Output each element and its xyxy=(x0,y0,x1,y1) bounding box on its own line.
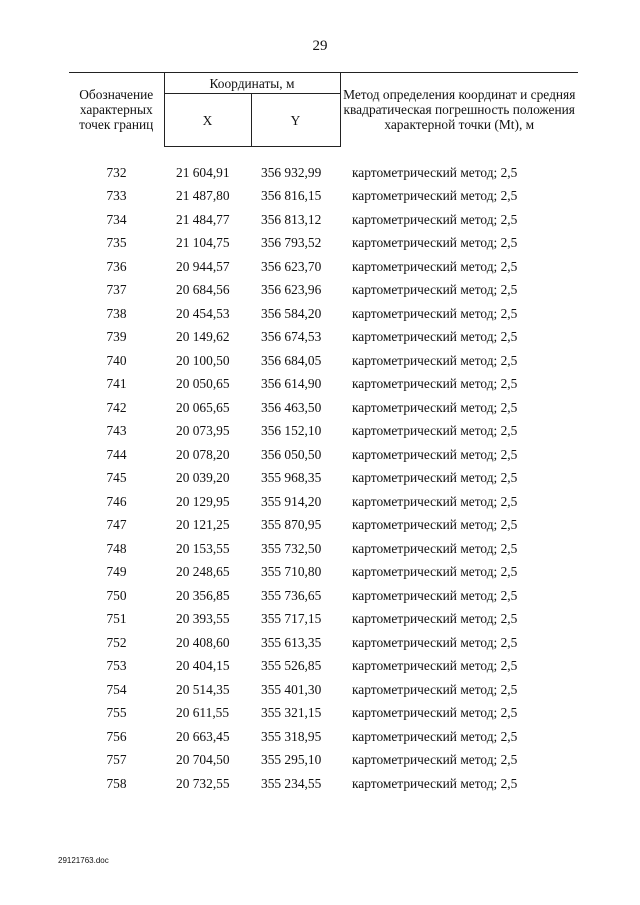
table-row xyxy=(69,749,578,773)
coord-x: 21 604,91 xyxy=(176,164,230,180)
table-row xyxy=(69,373,578,397)
point-number: 734 xyxy=(106,211,127,227)
point-number: 745 xyxy=(106,470,127,486)
point-number: 741 xyxy=(106,376,127,392)
method-accuracy: картометрический метод; 2,5 xyxy=(352,258,518,274)
coord-x: 20 153,55 xyxy=(176,540,230,556)
point-number: 735 xyxy=(106,235,127,251)
coord-y: 356 813,12 xyxy=(261,211,322,227)
coord-y: 355 526,85 xyxy=(261,658,322,674)
table-row xyxy=(69,537,578,561)
table-row xyxy=(69,443,578,467)
point-number: 737 xyxy=(106,282,127,298)
method-accuracy: картометрический метод; 2,5 xyxy=(352,282,518,298)
coord-x: 20 149,62 xyxy=(176,329,230,345)
method-accuracy: картометрический метод; 2,5 xyxy=(352,658,518,674)
header-designation: Обозначение характерных точек границ xyxy=(69,73,164,147)
point-number: 739 xyxy=(106,329,127,345)
point-number: 744 xyxy=(106,446,127,462)
table-row xyxy=(69,608,578,632)
table-row xyxy=(69,255,578,279)
method-accuracy: картометрический метод; 2,5 xyxy=(352,634,518,650)
coord-x: 20 129,95 xyxy=(176,493,230,509)
point-number: 754 xyxy=(106,681,127,697)
coord-x: 21 104,75 xyxy=(176,235,230,251)
table-row xyxy=(69,467,578,491)
point-number: 758 xyxy=(106,775,127,791)
method-accuracy: картометрический метод; 2,5 xyxy=(352,211,518,227)
coord-x: 20 073,95 xyxy=(176,423,230,439)
coord-y: 356 050,50 xyxy=(261,446,322,462)
coord-y: 355 736,65 xyxy=(261,587,322,603)
coord-y: 355 295,10 xyxy=(261,752,322,768)
coord-y: 356 674,53 xyxy=(261,329,322,345)
point-number: 747 xyxy=(106,517,127,533)
coord-x: 20 356,85 xyxy=(176,587,230,603)
table-row xyxy=(69,420,578,444)
method-accuracy: картометрический метод; 2,5 xyxy=(352,611,518,627)
coord-x: 20 944,57 xyxy=(176,258,230,274)
table-row xyxy=(69,561,578,585)
table-row xyxy=(69,396,578,420)
method-accuracy: картометрический метод; 2,5 xyxy=(352,517,518,533)
header-y: Y xyxy=(251,94,340,147)
coord-y: 356 614,90 xyxy=(261,376,322,392)
point-number: 751 xyxy=(106,611,127,627)
method-accuracy: картометрический метод; 2,5 xyxy=(352,493,518,509)
coord-y: 356 463,50 xyxy=(261,399,322,415)
point-number: 757 xyxy=(106,752,127,768)
method-accuracy: картометрический метод; 2,5 xyxy=(352,305,518,321)
coord-y: 355 870,95 xyxy=(261,517,322,533)
method-accuracy: картометрический метод; 2,5 xyxy=(352,329,518,345)
coord-y: 355 401,30 xyxy=(261,681,322,697)
point-number: 736 xyxy=(106,258,127,274)
table-row xyxy=(69,678,578,702)
coord-x: 20 050,65 xyxy=(176,376,230,392)
method-accuracy: картометрический метод; 2,5 xyxy=(352,752,518,768)
table-body xyxy=(69,147,578,796)
table-row xyxy=(69,631,578,655)
coord-x: 20 454,53 xyxy=(176,305,230,321)
coord-x: 20 065,65 xyxy=(176,399,230,415)
table-row xyxy=(69,279,578,303)
point-number: 748 xyxy=(106,540,127,556)
table-row xyxy=(69,702,578,726)
method-accuracy: картометрический метод; 2,5 xyxy=(352,540,518,556)
coord-x: 20 663,45 xyxy=(176,728,230,744)
point-number: 756 xyxy=(106,728,127,744)
table-row xyxy=(69,514,578,538)
point-number: 755 xyxy=(106,705,127,721)
method-accuracy: картометрический метод; 2,5 xyxy=(352,470,518,486)
coord-x: 20 100,50 xyxy=(176,352,230,368)
coord-x: 20 121,25 xyxy=(176,517,230,533)
method-accuracy: картометрический метод; 2,5 xyxy=(352,587,518,603)
point-number: 732 xyxy=(106,164,127,180)
table-row xyxy=(69,655,578,679)
point-number: 752 xyxy=(106,634,127,650)
coord-x: 21 484,77 xyxy=(176,211,230,227)
coord-x: 20 408,60 xyxy=(176,634,230,650)
table-row xyxy=(69,232,578,256)
coord-y: 355 914,20 xyxy=(261,493,322,509)
coord-y: 355 732,50 xyxy=(261,540,322,556)
coord-y: 356 584,20 xyxy=(261,305,322,321)
table-row xyxy=(69,725,578,749)
point-number: 738 xyxy=(106,305,127,321)
header-x: X xyxy=(164,94,251,147)
point-number: 740 xyxy=(106,352,127,368)
coord-x: 20 514,35 xyxy=(176,681,230,697)
method-accuracy: картометрический метод; 2,5 xyxy=(352,423,518,439)
point-number: 750 xyxy=(106,587,127,603)
table-row xyxy=(69,208,578,232)
method-accuracy: картометрический метод; 2,5 xyxy=(352,775,518,791)
method-accuracy: картометрический метод; 2,5 xyxy=(352,376,518,392)
point-number: 749 xyxy=(106,564,127,580)
coord-x: 20 684,56 xyxy=(176,282,230,298)
table-row xyxy=(69,147,578,185)
page-number: 29 xyxy=(312,38,328,54)
table-row xyxy=(69,349,578,373)
coord-x: 20 732,55 xyxy=(176,775,230,791)
coord-y: 355 968,35 xyxy=(261,470,322,486)
table-row xyxy=(69,772,578,796)
header-coordinates: Координаты, м xyxy=(164,73,340,94)
method-accuracy: картометрический метод; 2,5 xyxy=(352,705,518,721)
coord-x: 20 611,55 xyxy=(176,705,230,721)
coord-y: 355 321,15 xyxy=(261,705,322,721)
point-number: 753 xyxy=(106,658,127,674)
point-number: 746 xyxy=(106,493,127,509)
coord-y: 356 152,10 xyxy=(261,423,322,439)
coord-y: 356 816,15 xyxy=(261,188,322,204)
method-accuracy: картометрический метод; 2,5 xyxy=(352,681,518,697)
coord-x: 20 393,55 xyxy=(176,611,230,627)
point-number: 733 xyxy=(106,188,127,204)
table-row xyxy=(69,490,578,514)
coord-y: 356 623,70 xyxy=(261,258,322,274)
method-accuracy: картометрический метод; 2,5 xyxy=(352,188,518,204)
coord-x: 20 704,50 xyxy=(176,752,230,768)
table-row xyxy=(69,326,578,350)
method-accuracy: картометрический метод; 2,5 xyxy=(352,446,518,462)
coord-y: 355 234,55 xyxy=(261,775,322,791)
header-method: Метод определения координат и средняя квадратическая погрешность положения характерной точки (Mt), м xyxy=(340,73,578,147)
method-accuracy: картометрический метод; 2,5 xyxy=(352,728,518,744)
coord-x: 20 039,20 xyxy=(176,470,230,486)
coord-y: 356 623,96 xyxy=(261,282,322,298)
coord-x: 20 078,20 xyxy=(176,446,230,462)
point-number: 742 xyxy=(106,399,127,415)
method-accuracy: картометрический метод; 2,5 xyxy=(352,352,518,368)
point-number: 743 xyxy=(106,423,127,439)
table-row xyxy=(69,185,578,209)
table-row xyxy=(69,302,578,326)
coord-y: 356 684,05 xyxy=(261,352,322,368)
coord-y: 356 793,52 xyxy=(261,235,322,251)
method-accuracy: картометрический метод; 2,5 xyxy=(352,399,518,415)
footer-doc-code: 29121763.doc xyxy=(58,856,109,865)
method-accuracy: картометрический метод; 2,5 xyxy=(352,164,518,180)
table-row xyxy=(69,584,578,608)
coord-x: 20 404,15 xyxy=(176,658,230,674)
coord-y: 355 613,35 xyxy=(261,634,322,650)
coordinates-table xyxy=(69,72,578,796)
coord-y: 355 710,80 xyxy=(261,564,322,580)
coord-y: 355 717,15 xyxy=(261,611,322,627)
coord-x: 21 487,80 xyxy=(176,188,230,204)
coord-x: 20 248,65 xyxy=(176,564,230,580)
coord-y: 356 932,99 xyxy=(261,164,322,180)
coord-y: 355 318,95 xyxy=(261,728,322,744)
table-header xyxy=(69,73,578,147)
method-accuracy: картометрический метод; 2,5 xyxy=(352,564,518,580)
method-accuracy: картометрический метод; 2,5 xyxy=(352,235,518,251)
